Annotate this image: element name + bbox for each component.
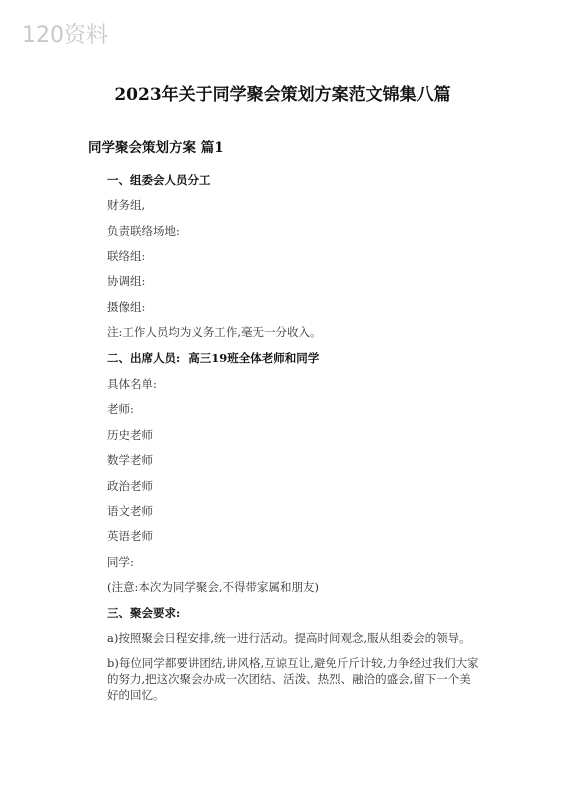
part1-item-coordination: 协调组: [107, 274, 146, 288]
section-title: 同学聚会策划方案 篇1 [88, 140, 224, 156]
document-title: 2023年关于同学聚会策划方案范文锦集八篇 [114, 85, 451, 105]
part2-teachers-label: 老师: [107, 402, 134, 416]
part3-heading: 三、聚会要求: [107, 606, 181, 620]
teacher-english: 英语老师 [107, 529, 153, 543]
part1-note: 注:工作人员均为义务工作,毫无一分收入。 [107, 325, 322, 339]
teacher-politics: 政治老师 [107, 479, 153, 493]
part2-note: (注意:本次为同学聚会,不得带家属和朋友) [107, 580, 320, 594]
part1-item-finance: 财务组, [107, 198, 146, 212]
part1-heading: 一、组委会人员分工 [107, 173, 211, 187]
part1-item-photography: 摄像组: [107, 300, 146, 314]
teacher-math: 数学老师 [107, 453, 153, 467]
teacher-chinese: 语文老师 [107, 504, 153, 518]
teacher-history: 历史老师 [107, 428, 153, 442]
part2-list-label: 具体名单: [107, 377, 157, 391]
part2-heading: 二、出席人员: 高三19班全体老师和同学 [107, 351, 320, 365]
part3-item-b: b)每位同学都要讲团结,讲风格,互谅互让,避免斤斤计较,力争经过我们大家的努力,把这次聚会办成一次团结、活泼、热烈、融洽的盛会,留下一个美好的回忆。 [107, 656, 479, 702]
part1-item-liaison: 联络组: [107, 249, 146, 263]
part2-students-label: 同学: [107, 555, 134, 569]
part1-item-venue: 负责联络场地: [107, 224, 180, 238]
part3-item-a: a)按照聚会日程安排,统一进行活动。提高时间观念,服从组委会的领导。 [107, 631, 471, 645]
watermark: 120资料 [22, 23, 108, 48]
